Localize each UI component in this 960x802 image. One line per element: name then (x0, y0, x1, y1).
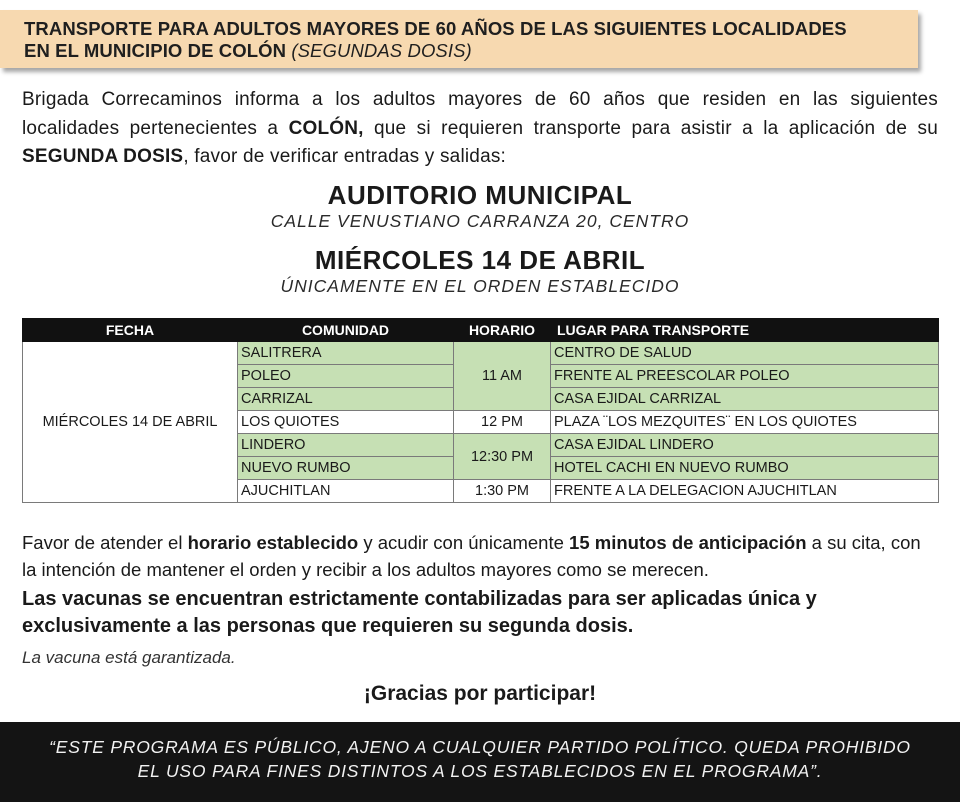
horario-cell: 11 AM (454, 342, 551, 411)
lugar-cell: FRENTE A LA DELEGACION AJUCHITLAN (551, 480, 939, 503)
table-row (23, 342, 939, 365)
warning-paragraph: Las vacunas se encuentran estrictamente contabilizadas para ser aplicadas única y exclusivamente a las personas que requieren su segunda dosis. (22, 588, 817, 637)
intro-text-1: Brigada Correcaminos informa a los adultos mayores de 60 años que residen en las siguientes localidades pertenecientes a (22, 89, 938, 139)
title-line-1: TRANSPORTE PARA ADULTOS MAYORES DE 60 AÑOS DE LAS SIGUIENTES LOCALIDADES (24, 18, 847, 39)
notice-paragraph (22, 529, 940, 583)
intro-text-3: , favor de verificar entradas y salidas: (183, 146, 507, 167)
lugar-cell: CASA EJIDAL LINDERO (551, 434, 939, 457)
table-header-row (23, 319, 939, 342)
notice-schedule: horario establecido (187, 532, 359, 553)
title-dose-note: (SEGUNDAS DOSIS) (291, 40, 472, 61)
venue-name: AUDITORIO MUNICIPAL (327, 180, 633, 210)
comunidad-cell: NUEVO RUMBO (238, 457, 454, 480)
notice-text-1: Favor de atender el (22, 532, 188, 553)
comunidad-cell: LOS QUIOTES (238, 411, 454, 434)
guarantee-text: La vacuna está garantizada. (22, 648, 236, 667)
notice-text-2: y acudir con únicamente (358, 532, 570, 553)
event-date: MIÉRCOLES 14 DE ABRIL (314, 245, 646, 275)
title-municipality: EN EL MUNICIPIO DE COLÓN (24, 40, 287, 61)
venue-address: CALLE VENUSTIANO CARRANZA 20, CENTRO (270, 211, 690, 231)
footer-disclaimer (0, 722, 960, 802)
intro-second-dose: SEGUNDA DOSIS (22, 146, 184, 167)
notice-minutes: 15 minutos de anticipación (569, 532, 807, 553)
thanks-text: ¡Gracias por participar! (363, 682, 597, 705)
title-line-2 (24, 40, 918, 62)
fecha-cell: MIÉRCOLES 14 DE ABRIL (23, 342, 238, 503)
date-block (0, 245, 960, 297)
lugar-cell: HOTEL CACHI EN NUEVO RUMBO (551, 457, 939, 480)
horario-cell: 12 PM (454, 411, 551, 434)
notice-text-3: a su cita, con la intención de mantener el orden y recibir a los adultos mayores como se merecen. (22, 532, 921, 580)
order-note: ÚNICAMENTE EN EL ORDEN ESTABLECIDO (280, 276, 680, 296)
col-header-horario: HORARIO (454, 319, 551, 342)
intro-paragraph (22, 86, 938, 172)
comunidad-cell: CARRIZAL (238, 388, 454, 411)
lugar-cell: CENTRO DE SALUD (551, 342, 939, 365)
lugar-cell: PLAZA ¨LOS MEZQUITES¨ EN LOS QUIOTES (551, 411, 939, 434)
lugar-cell: CASA EJIDAL CARRIZAL (551, 388, 939, 411)
comunidad-cell: SALITRERA (238, 342, 454, 365)
horario-cell: 1:30 PM (454, 480, 551, 503)
comunidad-cell: AJUCHITLAN (238, 480, 454, 503)
col-header-fecha: FECHA (23, 319, 238, 342)
footer-line-2: EL USO PARA FINES DISTINTOS A LOS ESTABLECIDOS EN EL PROGRAMA”. (137, 761, 823, 781)
schedule-table (22, 318, 939, 503)
col-header-comunidad: COMUNIDAD (238, 319, 454, 342)
intro-colon: COLÓN, (288, 117, 364, 139)
horario-cell: 12:30 PM (454, 434, 551, 480)
footer-line-1: “ESTE PROGRAMA ES PÚBLICO, AJENO A CUALQUIER PARTIDO POLÍTICO. QUEDA PROHIBIDO (49, 737, 911, 757)
comunidad-cell: LINDERO (238, 434, 454, 457)
title-banner (0, 10, 918, 68)
col-header-lugar: LUGAR PARA TRANSPORTE (551, 319, 939, 342)
venue-block (0, 180, 960, 232)
lugar-cell: FRENTE AL PREESCOLAR POLEO (551, 365, 939, 388)
intro-text-2: que si requieren transporte para asistir a la aplicación de su (363, 117, 938, 139)
comunidad-cell: POLEO (238, 365, 454, 388)
